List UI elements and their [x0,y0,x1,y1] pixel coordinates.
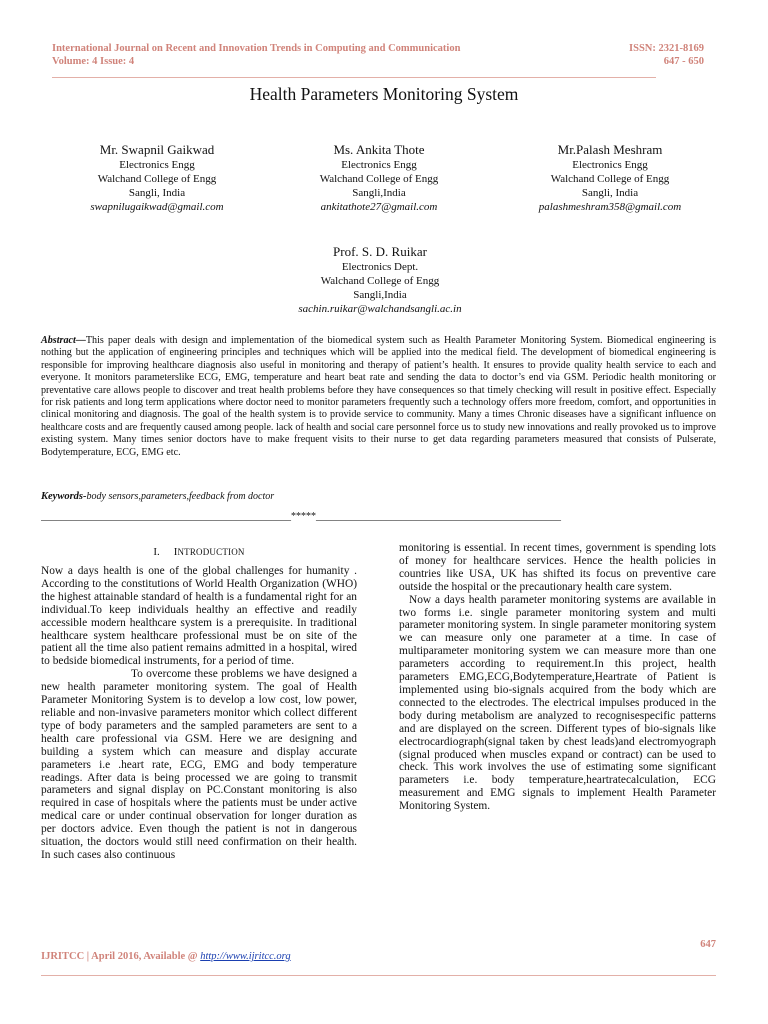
abstract-text: This paper deals with design and implementation of the biomedical system such as Health Parameter Monitoring System. Biomedical engineering is nothing but the application of engineering principles and techniques which will be applied into the medical field. The development of biomedical engineering is responsible for improving healthcare diagnosis also useful in monitoring and therapy of patient’s health. It ensures to provide quality health service to each and everyone. It monitors parameterslike ECG, EMG, temperature and heart beat rate and sending the data to doctor’s end via GSM. Periodic health monitoring or preventative care allows people to discover and treat health problems before they have consequences so that timely checking will result in positive effect. Especially for risk patients and long term applications where doctor need to monitor parameters frequently such a technology offers more freedom, comfort, and opportunities in clinical monitoring and diagnosis. The goal of the health system is to provide service to community. Many a times Chronic diseases have a significant influence on healthcare costs and are frequently caused among people. lack of health and social care personnel force us to study new innovations and really provoked us to improve existing system. Many times senior doctors have to make frequent visits to their nurse to get data regarding parameters measured that consists of Pulserate, Bodytemperature, ECG, EMG etc. [41,335,716,458]
author-block [270,243,490,316]
paper-title: Health Parameters Monitoring System [249,84,519,104]
author-city: Sangli, India [581,187,639,199]
author-email: ankitathote27@gmail.com [320,201,438,213]
left-column [41,565,357,862]
author-name: Ms. Ankita Thote [333,142,425,157]
author-email: sachin.ruikar@walchandsangli.ac.in [298,303,462,315]
keywords-label: Keywords- [41,491,87,502]
journal-name: International Journal on Recent and Innovation Trends in Computing and Communication [52,43,461,54]
footer-link[interactable]: http://www.ijritcc.org [200,951,291,962]
journal-issn-block [629,42,704,68]
author-email: palashmeshram358@gmail.com [538,201,682,213]
author-name: Mr. Swapnil Gaikwad [99,142,215,157]
author-dept: Electronics Engg [572,159,648,171]
author-name: Mr.Palash Meshram [557,142,663,157]
author-block [269,141,489,214]
section-separator: __________________________________________________*****_________________________________________________ [41,511,561,522]
journal-issn: ISSN: 2321-8169 [629,43,704,54]
journal-pages: 647 - 650 [663,56,704,67]
footer-rule [41,975,716,976]
author-college: Walchand College of Engg [319,173,439,185]
footer-text: IJRITCC | April 2016, Available @ [41,951,201,962]
author-dept: Electronics Dept. [341,261,419,273]
author-name: Prof. S. D. Ruikar [333,244,427,259]
journal-volume: Volume: 4 Issue: 4 [52,56,135,67]
author-city: Sangli, India [128,187,186,199]
author-email: swapnilugaikwad@gmail.com [90,201,224,213]
section-heading [41,546,357,558]
abstract-label: Abstract— [41,335,86,346]
author-college: Walchand College of Engg [550,173,670,185]
author-block [500,141,720,214]
author-college: Walchand College of Engg [320,275,440,287]
section-number: I. [153,546,160,558]
author-dept: Electronics Engg [119,159,195,171]
section-first-letter: I [173,546,178,558]
author-city: Sangli,India [353,289,407,301]
section-title-rest: NTRODUCTION [177,547,245,557]
author-city: Sangli,India [352,187,406,199]
paragraph: To overcome these problems we have designed a new health parameter monitoring system. The goal of Health Parameter Monitoring System is to develop a low cost, low power, reliable and non-invasive parameters monitor which collect different type of body parameters and the sampled parameters are sent to a health care professional via GSM. Here we are designing and building a system which can measure and display accurate parameters i.e .heart rate, ECG, EMG and body temperature readings. After data is being processed we are going to transmit parameters and signal display on PC.Constant monitoring is also required in case of hospitals where the patients must be under active medical care or under continual observation for longer duration as per doctors advice. Even though the patient is not in dangerous situation, the doctors would still need confirmation on their health. In such cases also continuous [41,668,357,861]
paragraph: Now a days health is one of the global challenges for humanity . According to the constitutions of World Health Organization (WHO) the highest attainable standard of health is a fundamental right for an individual.To keep individuals healthy an effective and readily accessible modern healthcare system is a prerequisite. In traditional healthcare system healthcare professional must be on site of the patient all the time also patient remains admitted in a hospital, wired to bedside biomedical instruments, for a period of time. [41,565,357,668]
journal-header [52,42,460,68]
right-column [399,542,716,813]
author-dept: Electronics Engg [341,159,417,171]
keywords-text: body sensors,parameters,feedback from doctor [86,491,275,502]
keywords [41,491,274,502]
author-block [47,141,267,214]
page-number: 647 [700,939,716,950]
abstract [41,335,716,459]
author-college: Walchand College of Engg [97,173,217,185]
header-rule [52,77,656,78]
footer [41,951,291,962]
paragraph: Now a days health parameter monitoring systems are available in two forms i.e. single parameter monitoring system and multi parameter monitoring system. In single parameter monitoring system we can measure only one parameter at a time. In case of multiparameter monitoring system we can measure more than one parameters according to requirement.In this project, health parameters EMG,ECG,Bodytemperature,Heartrate of Patient is implemented using bio-signals acquired from the body which are connected to the electrodes. The electrical impulses produced in the body during metabolism are analyzed to recognisespecific patterns and are displayed on the screen. Different types of bio-signals like electrocardiograph(signal taken by chest leads)and electromyograph (signal produced when muscles expand or contract) can be used to check. This work involves the use of estimating some significant parameters i.e. body temperature,heartratecalculation, ECG measurement and EMG signals to implement Health Parameter Monitoring System. [399,593,716,813]
paragraph: monitoring is essential. In recent times, government is spending lots of money for healthcare services. Hence the health policies in countries like USA, UK has shifted its focus on preventive care outside the hospital or the precautionary health care system. [399,542,716,593]
